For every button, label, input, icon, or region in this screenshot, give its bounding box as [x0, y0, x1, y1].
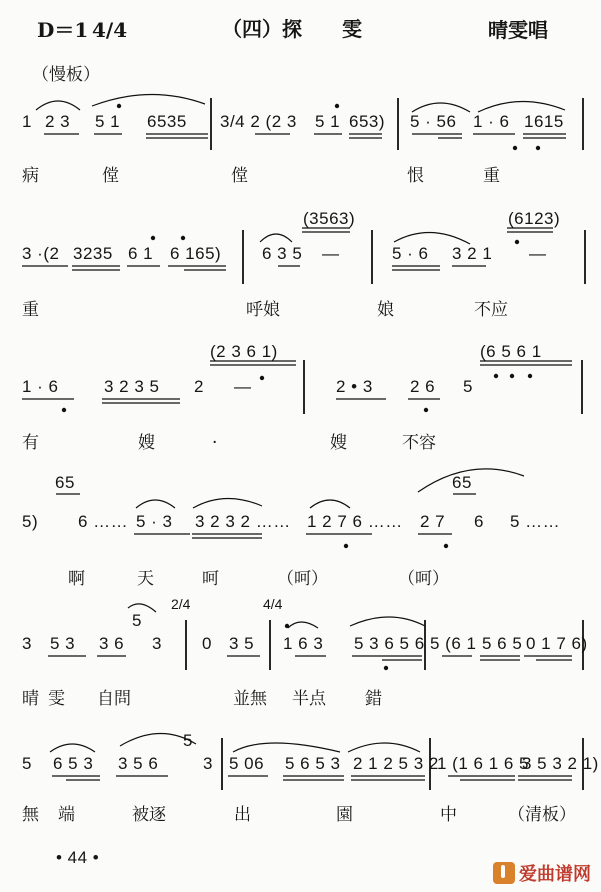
- note-group: 1: [22, 112, 32, 131]
- note-group: 5: [22, 754, 32, 773]
- note-group: 3 2 3 2 ……: [195, 512, 291, 531]
- low-octave-dot: [444, 544, 448, 548]
- note-group: 3 5 3 2 1): [522, 754, 599, 773]
- slurs: [36, 94, 565, 752]
- lyric: （呵）: [398, 569, 449, 589]
- page-number: • 44 •: [56, 848, 100, 867]
- lyric: ·: [212, 433, 218, 453]
- watermark-text: 爱曲谱网: [519, 864, 591, 885]
- lyric: 園: [336, 805, 353, 825]
- note-group: 3: [22, 634, 32, 653]
- note-group: 6535: [147, 112, 187, 131]
- barlines: [186, 98, 585, 790]
- lyric: 娘: [377, 300, 394, 320]
- slur: [348, 743, 420, 752]
- note-group: 1 · 6: [473, 112, 510, 131]
- note-group: 0 1 7 6): [526, 634, 588, 653]
- note-group: 2 6: [410, 377, 436, 396]
- slur: [233, 743, 340, 752]
- lyric: 並無: [233, 689, 267, 709]
- low-octave-dot: [510, 374, 514, 378]
- lyric: 有: [22, 433, 39, 453]
- tempo-mark: （慢板）: [32, 65, 100, 85]
- time-signature-change: 2/4: [171, 596, 191, 612]
- note-group: 5 · 56: [410, 112, 457, 131]
- note-group: 5 3: [50, 634, 76, 653]
- low-octave-dot: [344, 544, 348, 548]
- low-octave-dot: [62, 408, 66, 412]
- note-group: —: [234, 377, 252, 396]
- note-group: 6 ……: [78, 512, 129, 531]
- high-octave-dot: [151, 236, 155, 240]
- high-octave-dot: [285, 624, 289, 628]
- note-group: 653): [349, 112, 386, 131]
- note-group: 3 6: [99, 634, 125, 653]
- note-group: 5 1: [95, 112, 121, 131]
- slur: [288, 622, 318, 628]
- lyric: 病: [22, 166, 39, 186]
- slur: [92, 94, 205, 106]
- low-octave-dot: [528, 374, 532, 378]
- lyric: 不容: [402, 433, 436, 453]
- lyric: （呵）: [277, 569, 328, 589]
- note-group: 6 3 5: [262, 244, 303, 263]
- note-group: —: [322, 244, 340, 263]
- note-group: 5 06: [229, 754, 265, 773]
- note-group: 1 · 6: [22, 377, 59, 396]
- lyric: 㑽: [231, 166, 248, 186]
- note-group: 0: [202, 634, 212, 653]
- lyric: 啊: [68, 569, 85, 589]
- lyric: 半点: [292, 689, 326, 709]
- note-group: 2 1 2 5 3 2: [353, 754, 439, 773]
- time-signature-change: 4/4: [263, 596, 283, 612]
- note-group: 3 2 1: [452, 244, 493, 263]
- note-group: (2 3 6 1): [210, 342, 278, 361]
- note-group: 5: [463, 377, 473, 396]
- low-octave-dot: [384, 666, 388, 670]
- slur: [412, 103, 470, 112]
- key-signature: D＝1: [37, 18, 89, 42]
- lyric: （清板）: [508, 805, 576, 825]
- time-signature: 4/4: [92, 18, 128, 42]
- lyric: 呵: [202, 569, 219, 589]
- lyric: 呼娘: [246, 300, 280, 320]
- note-group: 1615: [524, 112, 564, 131]
- lyric: 恨: [407, 166, 424, 186]
- singer-credit: 晴雯唱: [488, 18, 548, 42]
- slur: [50, 744, 95, 752]
- note-group: 3 5 6: [118, 754, 159, 773]
- slur: [478, 101, 565, 112]
- lyric: 㑽: [102, 166, 119, 186]
- note-group: 5: [183, 731, 193, 750]
- slur: [394, 232, 470, 244]
- lyric: 被逐: [132, 805, 166, 825]
- note-group: 5 6 5: [482, 634, 523, 653]
- slur: [310, 500, 350, 508]
- octave-dots: [62, 104, 540, 670]
- high-octave-dot: [335, 104, 339, 108]
- note-group: 2: [194, 377, 204, 396]
- high-octave-dot: [181, 236, 185, 240]
- note-group: 3 2 3 5: [104, 377, 160, 396]
- note-group: 5 · 6: [392, 244, 429, 263]
- lyric: 無: [22, 805, 39, 825]
- lyric: 不应: [474, 300, 508, 320]
- low-octave-dot: [260, 376, 264, 380]
- slur: [120, 733, 196, 746]
- note-group: 6 165): [170, 244, 222, 263]
- slur: [193, 498, 262, 508]
- note-group: 65: [452, 473, 472, 492]
- low-octave-dot: [513, 146, 517, 150]
- note-group: 2 • 3: [336, 377, 373, 396]
- note-group: 3235: [73, 244, 113, 263]
- slur: [418, 469, 524, 492]
- lyric: 嫂: [138, 433, 155, 453]
- high-octave-dot: [515, 240, 519, 244]
- note-group: 3 ·(2: [22, 244, 60, 263]
- note-group: 3/4 2 (2 3: [220, 112, 297, 131]
- slur: [36, 101, 80, 110]
- note-group: 5 1: [315, 112, 341, 131]
- note-group: 2 3: [45, 112, 71, 131]
- note-group: 6 5 3: [53, 754, 94, 773]
- lyric: 重: [483, 166, 500, 186]
- low-octave-dot: [536, 146, 540, 150]
- high-octave-dot: [117, 104, 121, 108]
- lyric: 出: [234, 805, 251, 825]
- note-group: 65: [55, 473, 75, 492]
- lyric: 雯: [48, 689, 65, 709]
- lyric: 自問: [97, 689, 131, 709]
- note-group: 3: [152, 634, 162, 653]
- lyric: 中: [440, 805, 457, 825]
- page-title: （四）探 雯: [222, 17, 362, 41]
- note-group: 1 6 3: [283, 634, 324, 653]
- lyric: 嫂: [330, 433, 347, 453]
- note-group: 5 (6 1: [430, 634, 477, 653]
- note-group: 6 1: [128, 244, 154, 263]
- note-group: 1 (1 6 1 6 5: [437, 754, 530, 773]
- note-group: 5: [132, 611, 142, 630]
- note-group: 5 3 6 5 6: [354, 634, 425, 653]
- note-group: 5 · 3: [136, 512, 173, 531]
- note-group: 3: [203, 754, 213, 773]
- lyric: 重: [22, 300, 39, 320]
- lyric: 端: [58, 805, 75, 825]
- note-group: (3563): [303, 209, 356, 228]
- low-octave-dot: [424, 408, 428, 412]
- lyric: 錯: [365, 689, 382, 709]
- note-group: (6 5 6 1: [480, 342, 542, 361]
- note-group: 6: [474, 512, 484, 531]
- slur: [136, 500, 175, 508]
- lyric: 天: [137, 569, 154, 589]
- note-group: —: [529, 244, 547, 263]
- note-group: (6123): [508, 209, 561, 228]
- slur: [128, 604, 156, 612]
- lyric: 晴: [22, 689, 39, 709]
- note-group: 5 6 5 3: [285, 754, 341, 773]
- low-octave-dot: [494, 374, 498, 378]
- slur: [260, 234, 292, 242]
- note-group: 3 5: [229, 634, 255, 653]
- note-group: 5 ……: [510, 512, 561, 531]
- note-group: 5): [22, 512, 39, 531]
- slur: [350, 617, 425, 626]
- note-group: 1 2 7 6 ……: [307, 512, 403, 531]
- beam-underlines: [22, 134, 572, 780]
- note-group: 2 7: [420, 512, 446, 531]
